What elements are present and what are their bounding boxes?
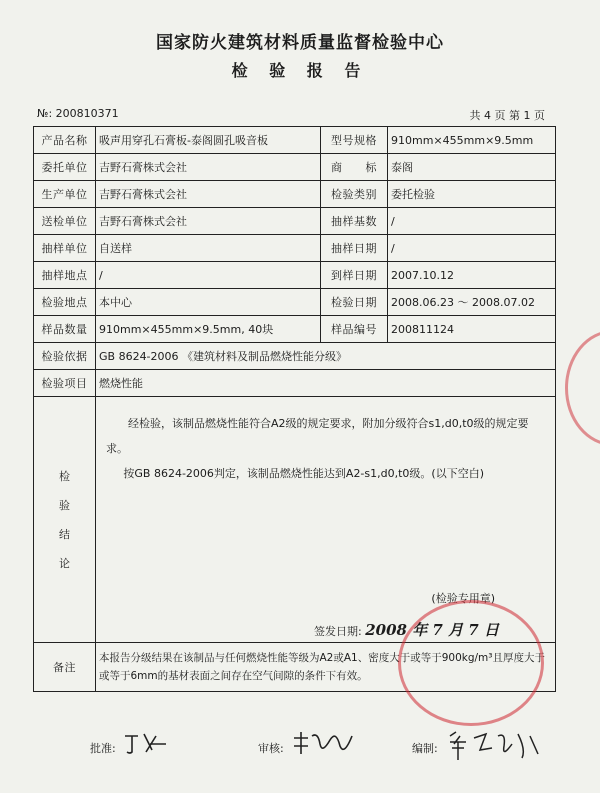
table-row [34, 262, 556, 289]
test-type-label: 检验类别 [321, 181, 388, 208]
test-date-value: 2008.06.23 ～ 2008.07.02 [388, 289, 556, 316]
remarks-label: 备注 [34, 643, 96, 692]
trademark-value: 泰阁 [388, 154, 556, 181]
table-row [34, 208, 556, 235]
sample-place-label: 抽样地点 [34, 262, 96, 289]
item-label: 检验项目 [34, 370, 96, 397]
client-value: 吉野石膏株式会社 [96, 154, 321, 181]
submitter-label: 送检单位 [34, 208, 96, 235]
conclusion-label-char: 结 [59, 527, 70, 541]
conclusion-label-char: 验 [59, 498, 70, 512]
conclusion-paragraph-1: 经检验，该制品燃烧性能符合A2级的规定要求，附加分级符合s1,d0,t0级的规定要求。 [106, 417, 529, 455]
conclusion-label [34, 397, 96, 643]
inspection-seal-stamp [398, 600, 544, 726]
product-name-value: 吸声用穿孔石膏板-泰阁圆孔吸音板 [96, 127, 321, 154]
table-row [34, 343, 556, 370]
prepare-signature [446, 730, 546, 764]
page-info: 共 4 页 第 1 页 [469, 109, 545, 122]
test-date-label: 检验日期 [321, 289, 388, 316]
manufacturer-label: 生产单位 [34, 181, 96, 208]
conclusion-paragraph-2: 按GB 8624-2006判定，该制品燃烧性能达到A2-s1,d0,t0级。(以下空白) [123, 467, 485, 480]
sample-base-value: / [388, 208, 556, 235]
sign-date-value: 2008 年 7 月 7 日 [365, 621, 499, 639]
remarks-text: 本报告分级结果在该制品与任何燃烧性能等级为A2或A1、密度大于或等于900kg/m³且厚度大于或等于6mm的基材表面之间存在空气间隙的条件下有效。 [96, 643, 556, 692]
edge-seal-stamp [565, 330, 600, 446]
table-row [34, 154, 556, 181]
sampler-value: 自送样 [96, 235, 321, 262]
sample-no-label: 样品编号 [321, 316, 388, 343]
table-row [34, 370, 556, 397]
approve-label: 批准: [90, 742, 116, 755]
table-row [34, 127, 556, 154]
model-value: 910mm×455mm×9.5mm [388, 127, 556, 154]
table-row [34, 316, 556, 343]
table-row [34, 181, 556, 208]
quantity-value: 910mm×455mm×9.5mm, 40块 [96, 316, 321, 343]
review-label: 审核: [258, 742, 284, 755]
approve-signature [122, 730, 170, 756]
seal-note: (检验专用章) [431, 592, 495, 605]
sampler-label: 抽样单位 [34, 235, 96, 262]
conclusion-label-char: 检 [59, 469, 70, 483]
sample-date-value: / [388, 235, 556, 262]
product-name-label: 产品名称 [34, 127, 96, 154]
basis-label: 检验依据 [34, 343, 96, 370]
arrival-date-label: 到样日期 [321, 262, 388, 289]
basis-value: GB 8624-2006 《建筑材料及制品燃烧性能分级》 [96, 343, 556, 370]
item-value: 燃烧性能 [96, 370, 556, 397]
organization-title: 国家防火建筑材料质量监督检验中心 [156, 33, 444, 53]
sign-date-label: 签发日期: [314, 625, 362, 638]
client-label: 委托单位 [34, 154, 96, 181]
manufacturer-value: 吉野石膏株式会社 [96, 181, 321, 208]
sample-no-value: 200811124 [388, 316, 556, 343]
sample-place-value: / [96, 262, 321, 289]
sample-date-label: 抽样日期 [321, 235, 388, 262]
trademark-label: 商 标 [321, 154, 388, 181]
arrival-date-value: 2007.10.12 [388, 262, 556, 289]
submitter-value: 吉野石膏株式会社 [96, 208, 321, 235]
model-label: 型号规格 [321, 127, 388, 154]
test-place-label: 检验地点 [34, 289, 96, 316]
table-row [34, 235, 556, 262]
report-title: 检 验 报 告 [231, 61, 369, 80]
test-place-value: 本中心 [96, 289, 321, 316]
table-row [34, 289, 556, 316]
sample-base-label: 抽样基数 [321, 208, 388, 235]
test-type-value: 委托检验 [388, 181, 556, 208]
prepare-label: 编制: [412, 742, 438, 755]
conclusion-label-char: 论 [59, 556, 70, 570]
document-number: №: 200810371 [37, 107, 119, 120]
quantity-label: 样品数量 [34, 316, 96, 343]
review-signature [290, 730, 360, 760]
